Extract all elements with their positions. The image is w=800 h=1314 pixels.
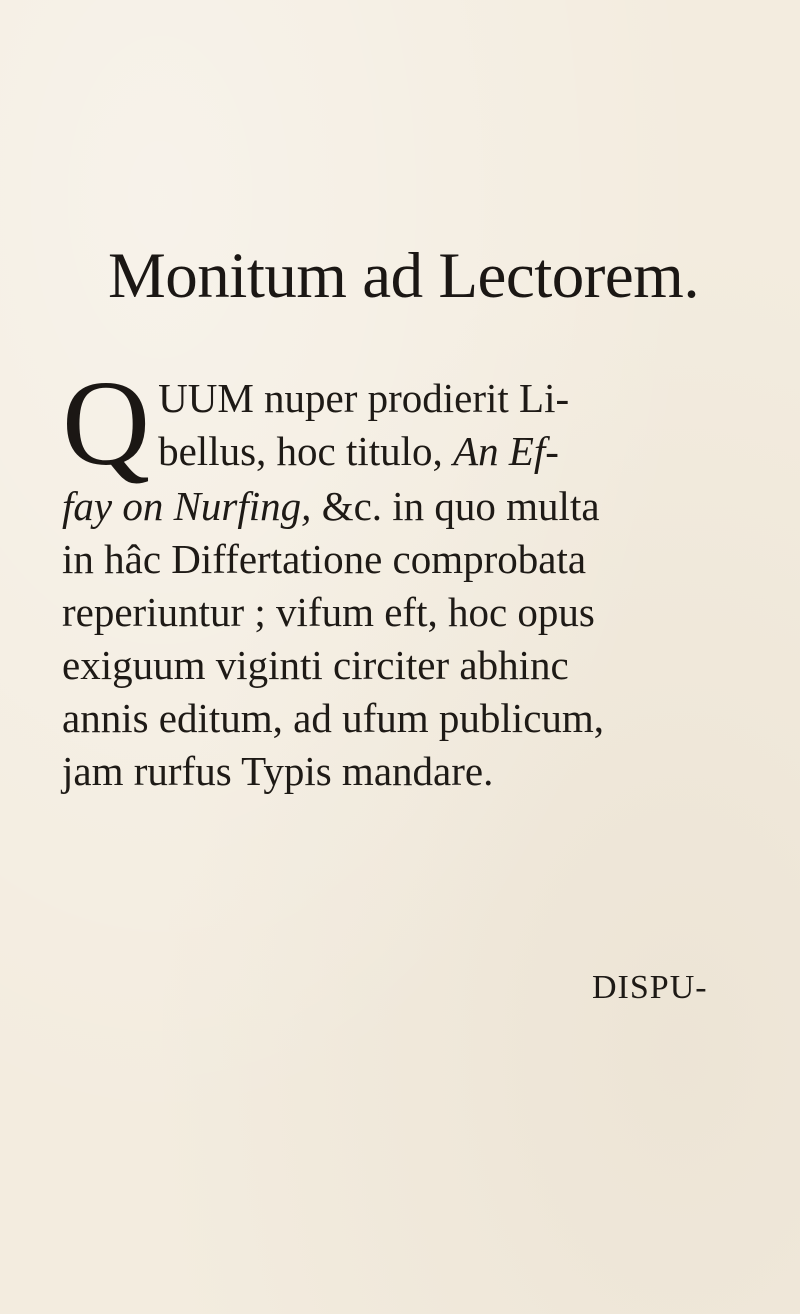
page-heading: Monitum ad Lectorem. (108, 240, 700, 312)
text-line-3 (62, 480, 762, 533)
text-line-2-italic: An Ef- (453, 428, 559, 474)
text-line-7: annis editum, ad ufum publicum, (62, 695, 605, 741)
text-line-2 (62, 425, 762, 478)
text-line-6: exiguum viginti circiter abhinc (62, 642, 569, 688)
text-line-3-italic: fay on Nurfing, (62, 483, 312, 529)
text-line-1: UUM nuper prodierit Li- (158, 375, 570, 421)
text-line-3-roman: &c. in quo multa (321, 483, 600, 529)
catchword: DISPU- (592, 969, 708, 1006)
drop-cap: Q (62, 356, 151, 491)
notice-paragraph (62, 356, 762, 798)
text-line-4: in hâc Differtatione comprobata (62, 536, 587, 582)
text-line-8: jam rurfus Typis mandare. (62, 748, 494, 794)
text-line-2-roman: bellus, hoc titulo, (158, 428, 443, 474)
text-line-5: reperiuntur ; vifum eft, hoc opus (62, 589, 595, 635)
